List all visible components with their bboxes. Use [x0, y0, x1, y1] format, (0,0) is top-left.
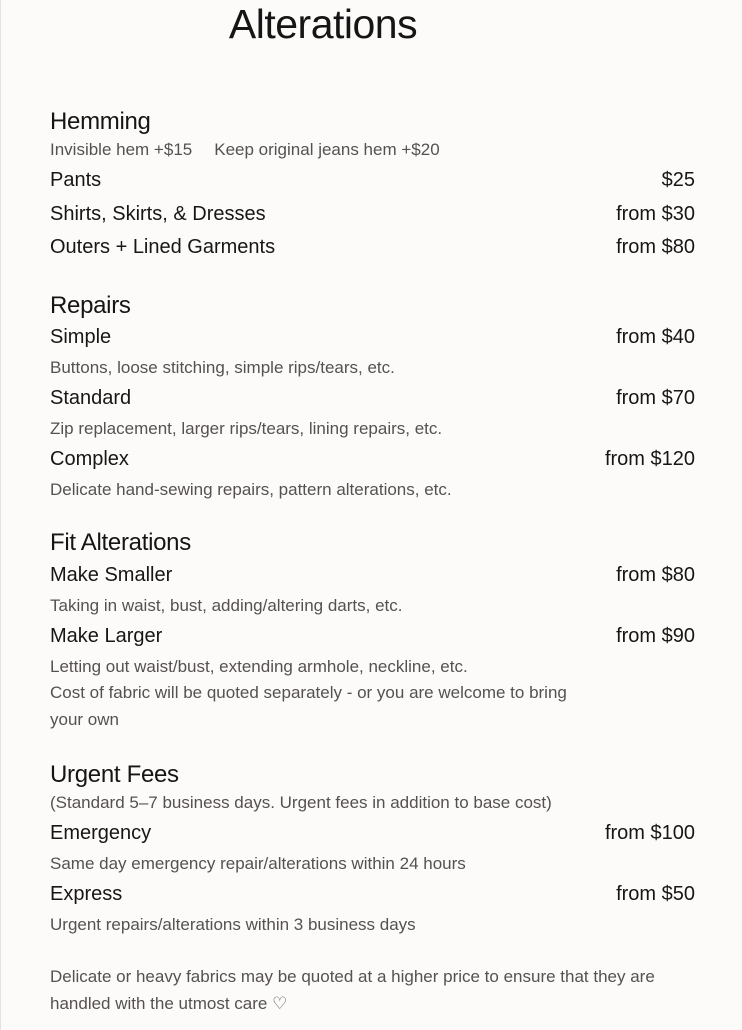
item-price: from $120 — [604, 448, 695, 470]
price-row — [50, 234, 696, 260]
price-row — [50, 385, 696, 411]
item-name: Express — [50, 883, 123, 905]
item-name: Pants — [50, 169, 102, 191]
item-name: Shirts, Skirts, & Dresses — [50, 203, 266, 225]
item-price: from $70 — [616, 387, 695, 409]
price-row — [50, 881, 696, 907]
item-name: Make Smaller — [50, 564, 173, 586]
item-name: Outers + Lined Garments — [50, 236, 276, 258]
item-price: from $40 — [616, 326, 695, 348]
item-description: Buttons, loose stitching, simple rips/tears, etc. — [50, 358, 395, 377]
fabric-cost-note: Cost of fabric will be quoted separately - or you are welcome to bring your own — [50, 683, 567, 729]
section-title-repairs: Repairs — [50, 292, 131, 319]
item-description: Zip replacement, larger rips/tears, lining repairs, etc. — [50, 419, 443, 438]
item-name: Simple — [50, 326, 112, 348]
price-row — [50, 324, 696, 350]
item-name: Make Larger — [50, 625, 163, 647]
item-price: from $80 — [616, 236, 695, 258]
price-row — [50, 167, 696, 193]
item-price: $25 — [661, 169, 695, 191]
hemming-option: Keep original jeans hem +$20 — [214, 140, 440, 159]
item-price: from $90 — [616, 625, 695, 647]
footer-note: Delicate or heavy fabrics may be quoted at a higher price to ensure that they are handled with the utmost care ♡ — [50, 967, 655, 1013]
price-row — [50, 623, 696, 649]
item-price: from $30 — [616, 203, 695, 225]
item-name: Emergency — [50, 822, 152, 844]
section-title-urgent-fees: Urgent Fees — [50, 761, 179, 788]
hemming-option: Invisible hem +$15 — [50, 140, 193, 159]
section-title-fit-alterations: Fit Alterations — [50, 529, 191, 556]
item-price: from $80 — [616, 564, 695, 586]
page-title: Alterations — [228, 1, 418, 47]
price-row — [50, 201, 696, 227]
item-description: Delicate hand-sewing repairs, pattern alterations, etc. — [50, 480, 452, 499]
item-description: Taking in waist, bust, adding/altering darts, etc. — [50, 596, 403, 615]
section-title-hemming: Hemming — [50, 108, 151, 135]
item-price: from $50 — [616, 883, 695, 905]
price-row — [50, 446, 696, 472]
item-price: from $100 — [604, 822, 695, 844]
item-name: Complex — [50, 448, 129, 470]
item-description: Urgent repairs/alterations within 3 business days — [50, 915, 416, 934]
hemming-options — [50, 139, 440, 161]
price-row — [50, 820, 696, 846]
item-description: Same day emergency repair/alterations within 24 hours — [50, 854, 466, 873]
item-description: Letting out waist/bust, extending armhole, neckline, etc. — [50, 657, 468, 676]
item-name: Standard — [50, 387, 132, 409]
urgent-fees-subtitle: (Standard 5–7 business days. Urgent fees in addition to base cost) — [50, 793, 552, 812]
price-row — [50, 562, 696, 588]
